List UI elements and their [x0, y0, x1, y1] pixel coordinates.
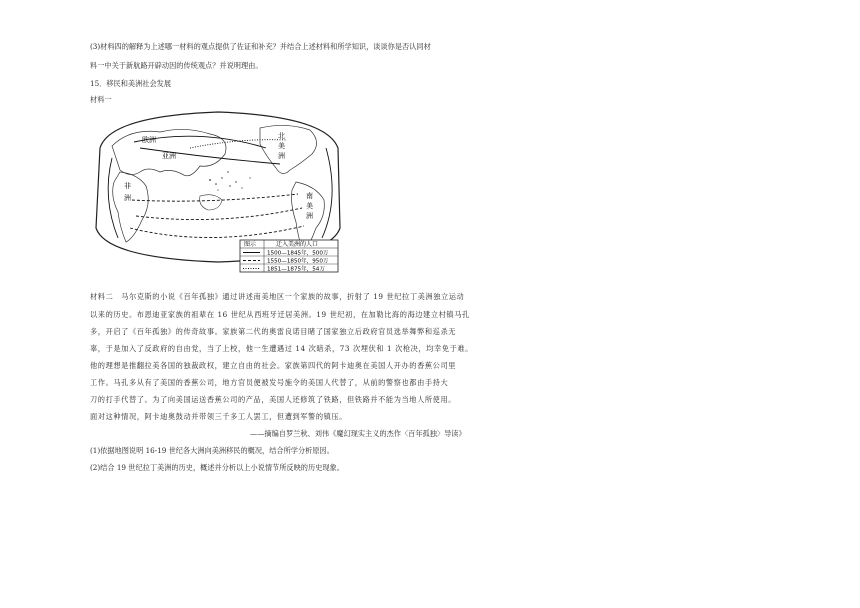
label-africa-2: 洲 [124, 194, 131, 202]
material-2-line-7: 刀的打手代替了。为了向美国运送香蕉公司的产品，美国人还修筑了铁路，但铁路并不能为当地人所使用。 [90, 395, 457, 404]
legend-item-2: 1550—1850年，950万 [267, 258, 329, 265]
material-2-source: ——摘编自罗兰秋、刘伟《魔幻现实主义的杰作〈百年孤独〉导读》 [250, 429, 466, 438]
label-south-america-2: 美 [306, 202, 313, 210]
label-africa-1: 非 [124, 182, 131, 190]
material-2-line-6: 工作。马孔多从有了美国的香蕉公司，地方官员便被发号施令的美国人代替了，从前的警察也都由手持大 [90, 378, 449, 387]
label-north-america-3: 洲 [278, 152, 285, 160]
question-3-line-1: (3)材料四的解释为上述哪一材料的观点提供了佐证和补充？并结合上述材料和所学知识，谈谈你是否认同材 [90, 42, 431, 51]
question-1: (1)依据地图说明 16-19 世纪各大洲向美洲移民的概况，结合所学分析原因。 [90, 446, 334, 455]
question-15-title: 15．移民和美洲社会发展 [90, 79, 172, 88]
label-south-america-3: 洲 [306, 212, 313, 220]
legend-item-3: 1851—1875年，54万 [267, 266, 325, 273]
material-1-label: 材料一 [90, 95, 112, 104]
material-2-line-5: 他的理想是推翻拉美各国的独裁政权，建立自由的社会。家族第四代的阿卡迪奥在美国人开办的香蕉公司里 [90, 361, 457, 370]
legend-header-left: 图示 [244, 241, 257, 248]
legend-item-1: 1500—1845年，500万 [267, 250, 329, 257]
world-migration-map [90, 108, 346, 274]
material-2-line-1: 材料二 马尔克斯的小说《百年孤独》通过讲述南美地区一个家族的故事，折射了 19 世纪拉丁美洲独立运动 [90, 292, 465, 301]
map-svg [90, 108, 346, 274]
map-frame [96, 112, 340, 262]
label-north-america-2: 美 [278, 142, 285, 150]
label-europe: 欧洲 [142, 136, 156, 144]
material-2-line-2: 以来的历史。布恩迪亚家族的祖辈在 16 世纪从西班牙迁居美洲。19 世纪初，在加勒比海的海边建立村镇马孔 [90, 310, 470, 319]
material-2-line-8: 面对这种情况，阿卡迪奥鼓动并带领三千多工人罢工，但遭到军警的镇压。 [90, 412, 347, 421]
material-2-line-4: 辜，于是加入了反政府的自由党，当了上校，他一生遭遇过 14 次暗杀，73 次埋伏和 1 次枪决，均幸免于难。 [90, 344, 473, 353]
question-2: (2)结合 19 世纪拉丁美洲的历史，概述并分析以上小说情节所反映的历史现象。 [90, 463, 344, 472]
label-asia: 亚洲 [162, 152, 176, 160]
map-legend [240, 240, 338, 273]
legend-header-right: 迁入美洲的人口 [276, 241, 319, 248]
question-3-line-2: 料一中关于新航路开辟动因的传统观点？并说明理由。 [90, 61, 263, 70]
label-north-america-1: 北 [278, 132, 285, 140]
label-south-america-1: 南 [306, 192, 313, 200]
material-2-line-3: 多，开启了《百年孤独》的传奇故事。家族第二代的奥雷良诺目睹了国家独立后政府官员选举舞弊和巡杀无 [90, 327, 457, 336]
